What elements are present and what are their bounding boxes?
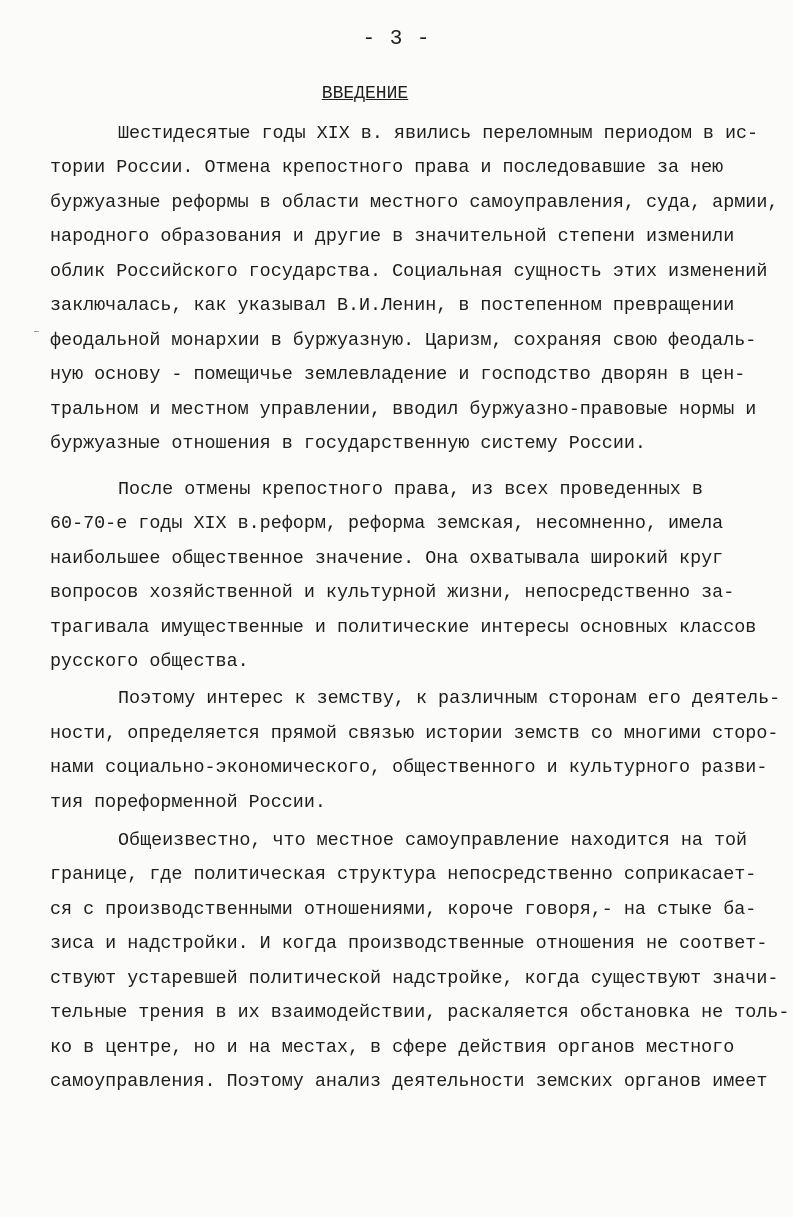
text-line: трагивала имущественные и политические интересы основных классов	[50, 617, 757, 638]
text-line: народного образования и другие в значительной степени изменили	[50, 226, 735, 247]
text-line: тории России. Отмена крепостного права и последовавшие за нею	[50, 157, 724, 178]
text-line: ности, определяется прямой связью истории земств со многими сторо-	[50, 723, 779, 744]
text-line: 60-70-е годы XIX в.реформ, реформа земская, несомненно, имела	[50, 513, 724, 534]
text-line: тельные трения в их взаимодействии, раскаляется обстановка не толь-	[50, 1002, 790, 1023]
text-line: русского общества.	[50, 651, 249, 672]
text-line: Общеизвестно, что местное самоуправление находится на той	[118, 830, 748, 851]
text-line: заключалась, как указывал В.И.Ленин, в постепенном превращении	[50, 295, 735, 316]
text-line: ствуют устаревшей политической надстройке, когда существуют значи-	[50, 968, 779, 989]
text-line: феодальной монархии в буржуазную. Царизм, сохраняя свою феодаль-	[50, 330, 757, 351]
text-line: буржуазные реформы в области местного самоуправления, суда, армии,	[50, 192, 779, 213]
text-line: тия пореформенной России.	[50, 792, 326, 813]
text-line: ко в центре, но и на местах, в сфере действия органов местного	[50, 1037, 735, 1058]
text-line: После отмены крепостного права, из всех проведенных в	[118, 479, 703, 500]
text-line: ся с производственными отношениями, короче говоря,- на стыке ба-	[50, 899, 757, 920]
text-line: Поэтому интерес к земству, к различным сторонам его деятель-	[118, 688, 781, 709]
text-line: облик Российского государства. Социальная сущность этих изменений	[50, 261, 768, 282]
text-line: самоуправления. Поэтому анализ деятельности земских органов имеет	[50, 1071, 768, 1092]
text-line: наибольшее общественное значение. Она охватывала широкий круг	[50, 548, 724, 569]
text-line: ную основу - помещичье землевладение и господство дворян в цен-	[50, 364, 746, 385]
section-heading: ВВЕДЕНИЕ	[321, 84, 409, 104]
text-line: тральном и местном управлении, вводил буржуазно-правовые нормы и	[50, 399, 757, 420]
text-line: нами социально-экономического, общественного и культурного разви-	[50, 757, 768, 778]
text-line: вопросов хозяйственной и культурной жизни, непосредственно за-	[50, 582, 735, 603]
page-number: - 3 -	[362, 28, 431, 51]
text-line: Шестидесятые годы XIX в. явились переломным периодом в ис-	[118, 123, 759, 144]
text-line: границе, где политическая структура непосредственно соприкасает-	[50, 864, 757, 885]
margin-mark	[34, 331, 39, 332]
text-line: буржуазные отношения в государственную систему России.	[50, 433, 646, 454]
text-line: зиса и надстройки. И когда производственные отношения не соответ-	[50, 933, 768, 954]
